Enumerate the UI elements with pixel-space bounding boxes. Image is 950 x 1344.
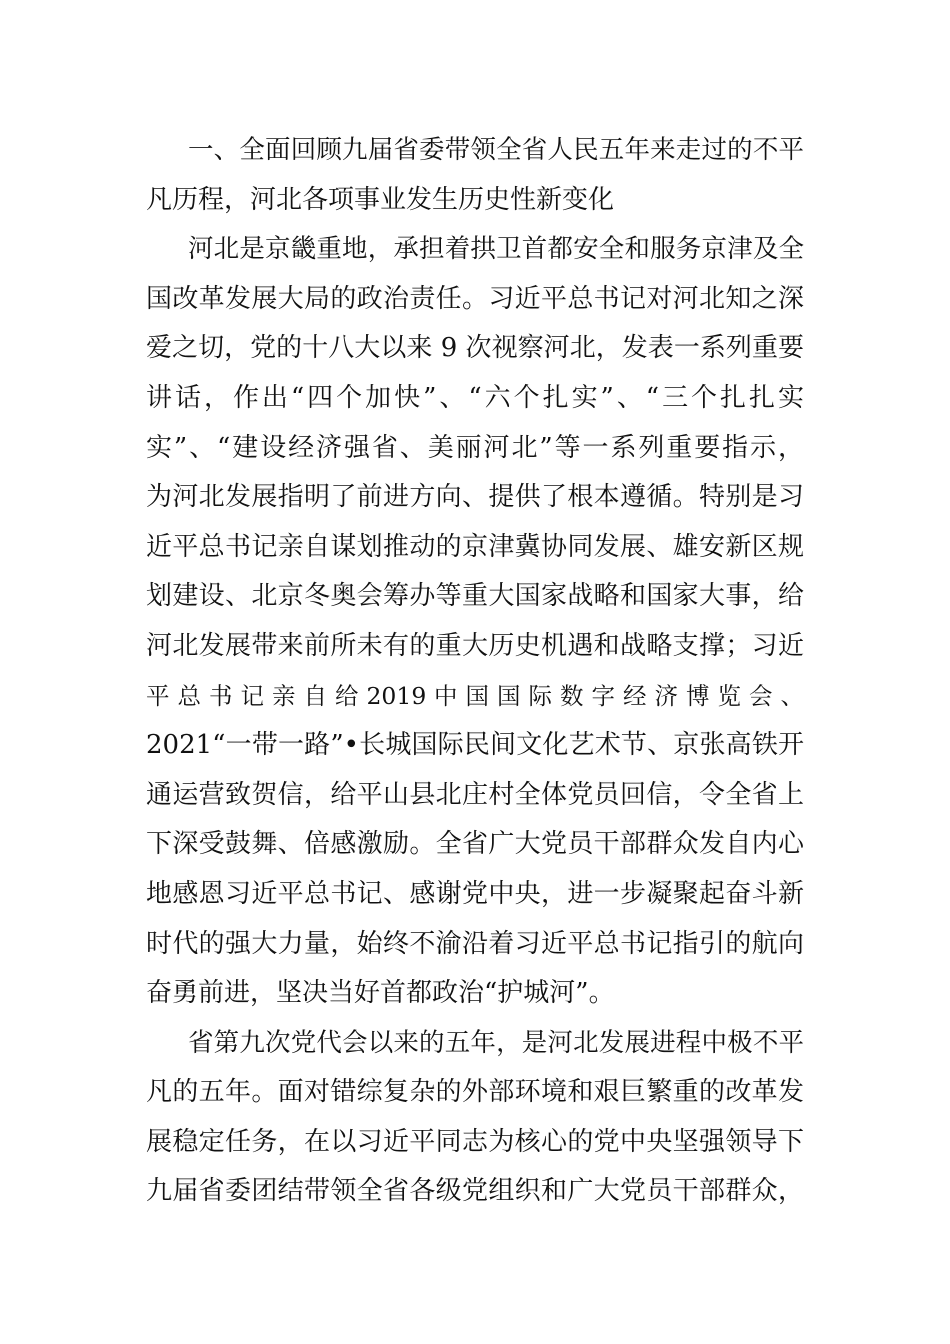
text-line: 一、全面回顾九届省委带领全省人民五年来走过的不平 <box>188 135 804 165</box>
text-line: 划建设、北京冬奥会筹办等重大国家战略和国家大事，给 <box>146 581 804 612</box>
text-line: 奋勇前进，坚决当好首都政治“护城河”。 <box>146 978 615 1009</box>
text-line: 九届省委团结带领全省各级党组织和广大党员干部群众， <box>146 1176 804 1207</box>
text-line: 讲话，作出“四个加快”、“六个扎实”、“三个扎扎实 <box>146 382 804 413</box>
document-body <box>146 126 804 1217</box>
text-line: 省第九次党代会以来的五年，是河北发展进程中极不平 <box>188 1027 804 1058</box>
text-line: 为河北发展指明了前进方向、提供了根本遵循。特别是习 <box>146 482 804 513</box>
text-line: 展稳定任务，在以习近平同志为核心的党中央坚强领导下 <box>146 1126 804 1157</box>
text-line: 通运营致贺信，给平山县北庄村全体党员回信，令全省上 <box>146 779 804 810</box>
section-heading <box>146 126 804 225</box>
paragraph-1 <box>146 225 804 1019</box>
paragraph-2 <box>146 1019 804 1217</box>
text-line: 平 总 书 记 亲 自 给 2019 中 国 国 际 数 字 经 济 博 览 会 、 <box>146 681 804 710</box>
text-line: 时代的强大力量，始终不渝沿着习近平总书记指引的航向 <box>146 928 804 959</box>
text-line: 河北是京畿重地，承担着拱卫首都安全和服务京津及全 <box>188 234 804 265</box>
text-line: 凡的五年。面对错综复杂的外部环境和艰巨繁重的改革发 <box>146 1077 804 1108</box>
text-line: 实”、“建设经济强省、美丽河北”等一系列重要指示， <box>146 432 804 463</box>
text-line: 地感恩习近平总书记、感谢党中央，进一步凝聚起奋斗新 <box>146 878 804 909</box>
text-line: 国改革发展大局的政治责任。习近平总书记对河北知之深 <box>146 283 804 314</box>
text-line: 凡历程，河北各项事业发生历史性新变化 <box>146 184 615 215</box>
text-line: 河北发展带来前所未有的重大历史机遇和战略支撑；习近 <box>146 630 804 661</box>
text-line: 2021“一带一路”•长城国际民间文化艺术节、京张高铁开 <box>146 730 804 761</box>
text-line: 爱之切，党的十八大以来 9 次视察河北，发表一系列重要 <box>146 333 804 364</box>
text-line: 下深受鼓舞、倍感激励。全省广大党员干部群众发自内心 <box>146 829 804 860</box>
text-line: 近平总书记亲自谋划推动的京津冀协同发展、雄安新区规 <box>146 531 804 562</box>
